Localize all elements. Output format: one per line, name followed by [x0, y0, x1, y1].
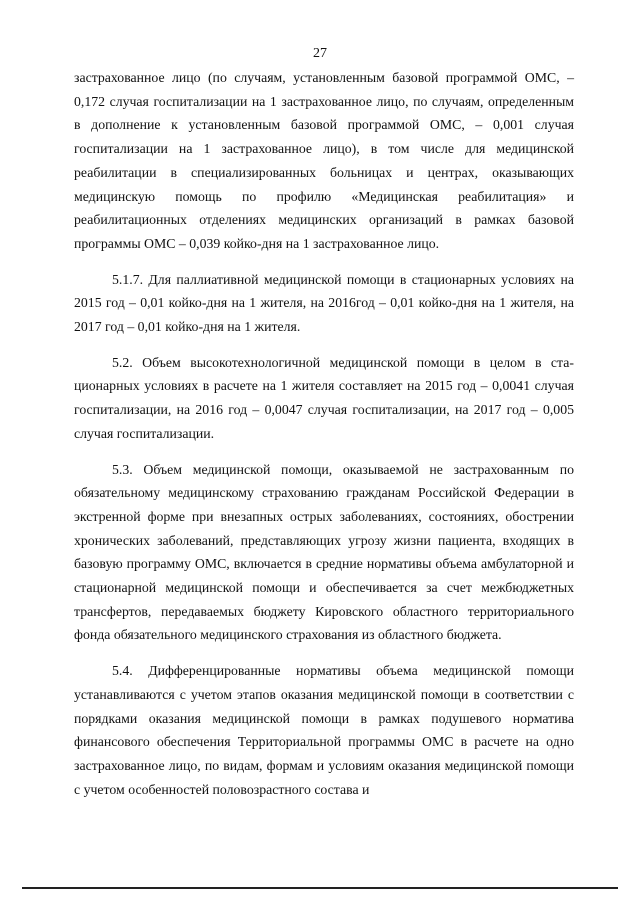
paragraph-5-1-7: 5.1.7. Для паллиативной медицинской помощи в стационарных условиях на 2015 год – 0,01 койко-дня на 1 жителя, на 2016год – 0,01 койко-дня на 1 жителя, на 2017 год – 0,01 койко-дня на 1 жителя.	[74, 271, 574, 335]
page-number: 27	[313, 46, 327, 61]
document-body	[74, 66, 574, 801]
page-bottom-rule	[22, 887, 618, 889]
paragraph-5-2: 5.2. Объем высокотехнологичной медицинской помощи в целом в стационарных условиях в расчете на 1 жителя составляет на 2015 год – 0,0041 случая госпитализации, на 2016 год – 0,0047 случая госпитализации, на 2017 год – 0,005 случая госпитализации.	[74, 354, 574, 441]
paragraph-5-3: 5.3. Объем медицинской помощи, оказываемой не застрахованным по обязательному медицинскому страхованию гражданам Российской Федерации в экстренной форме при внезапных острых заболеваниях, состояниях, обострении хронических заболеваний, представляющих угрозу жизни пациента, входящих в базовую программу ОМС, включается в средние нормативы объема амбулаторной и стационарной медицинской помощи и обеспечивается за счет межбюджетных трансфертов, передаваемых бюджету Кировского областного территориального фонда обязательного медицинского страхования из областного бюджета.	[74, 461, 574, 643]
paragraph-continuation: застрахованное лицо (по случаям, установленным базовой программой ОМС, – 0,172 случая госпитализации на 1 застрахованное лицо, по случаям, определенным в дополнение к установленным базовой программой ОМС, – 0,001 случая госпитализации на 1 застрахованное лицо), в том числе для медицинской реабилитации в специализированных больницах и центрах, оказывающих медицинскую помощь по профилю «Медицинская реабилитация» и реабилитационных отделениях медицинских организаций в рамках базовой программы ОМС – 0,039 койко-дня на 1 застрахованное лицо.	[74, 70, 574, 251]
paragraph-5-4: 5.4. Дифференцированные нормативы объема медицинской помощи устанавливаются с учетом этапов оказания медицинской помощи в соответствии с порядками оказания медицинской помощи в рамках подушевого норматива финансового обеспечения Территориальной программы ОМС в расчете на одно застрахованное лицо, по видам, формам и условиям оказания медицинской помощи с учетом особенностей половозрастного состава и	[74, 663, 574, 797]
